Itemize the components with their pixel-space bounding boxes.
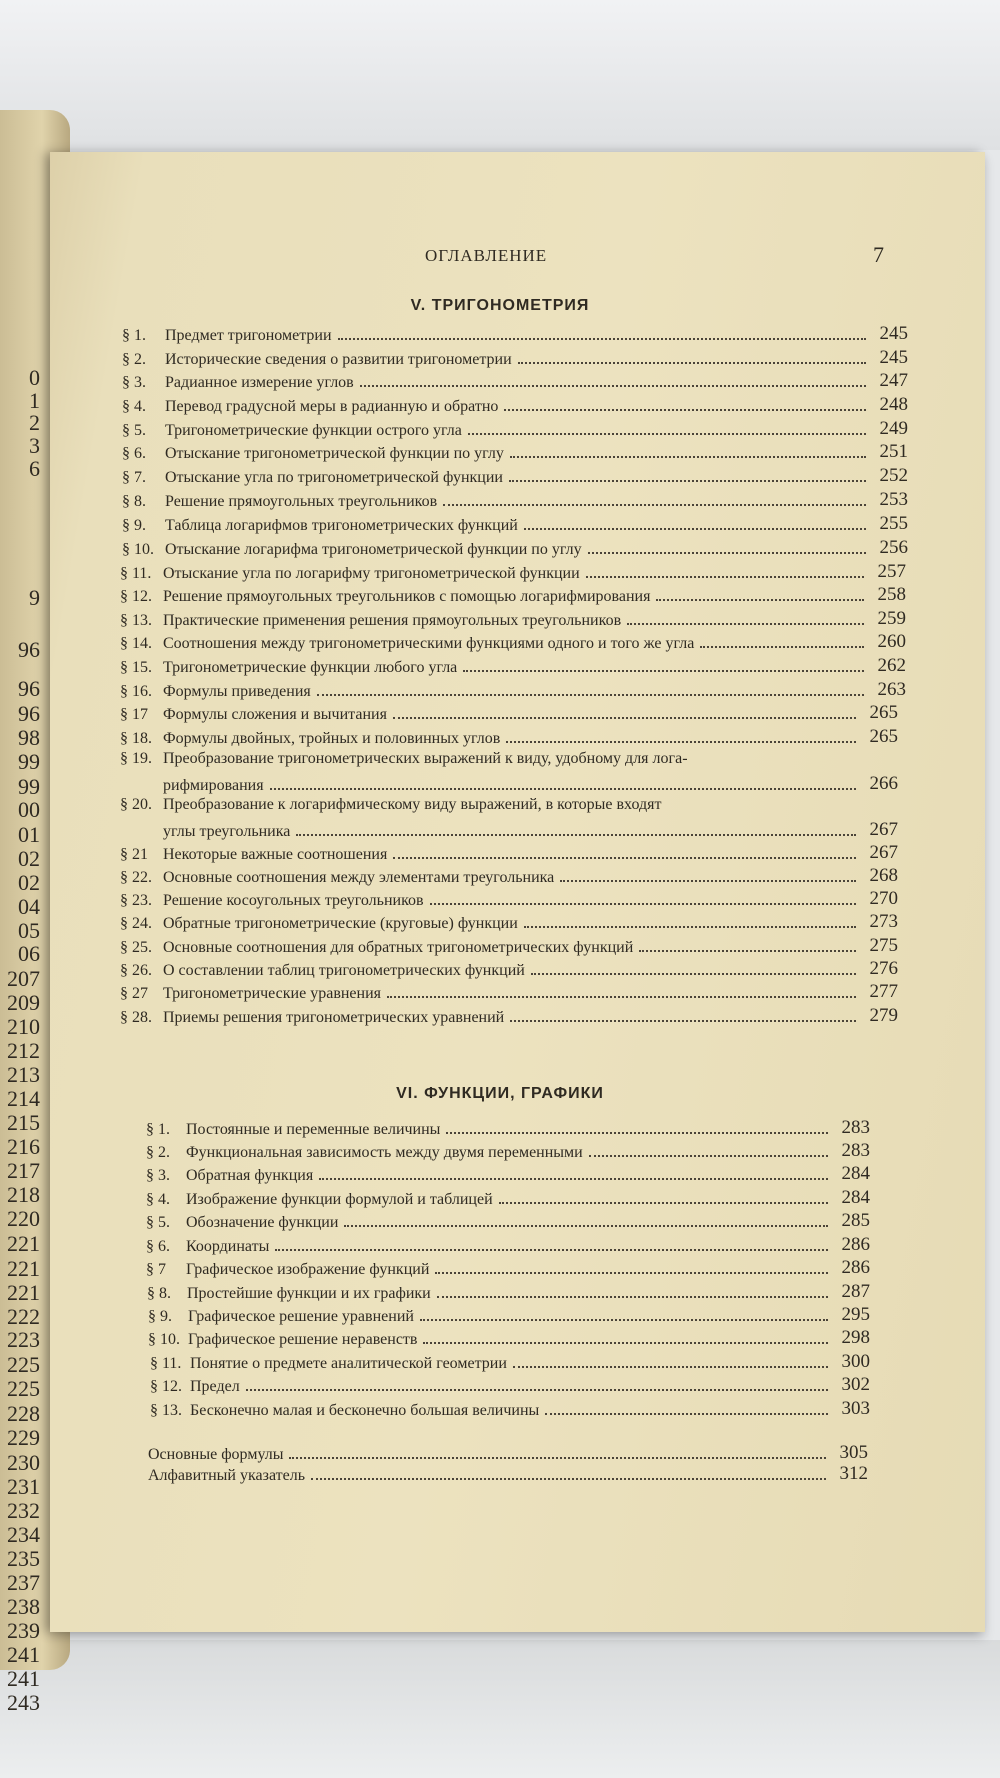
toc-entry-title: Основные соотношения между элементами треугольника (163, 869, 555, 886)
toc-entry-page: 266 (869, 773, 898, 794)
toc-entry-page: 263 (877, 679, 906, 700)
left-page-number: 207 (7, 966, 40, 991)
toc-entry-page: 286 (841, 1257, 870, 1278)
toc-entry (146, 1257, 870, 1279)
left-page-number: 213 (7, 1062, 40, 1087)
toc-entry-number: § 9. (148, 1308, 172, 1325)
toc-entry-number: § 21 (120, 846, 148, 863)
toc-entry-title: Отыскание тригонометрической функции по углу (165, 445, 504, 462)
toc-entry-title: Решение прямоугольных треугольников с помощью логарифмирования (163, 588, 651, 605)
toc-entry-number: § 20. (120, 796, 152, 813)
toc-entry (146, 1140, 870, 1162)
left-page-number: 238 (7, 1594, 40, 1619)
toc-entry-number: § 5. (122, 422, 146, 439)
left-page-number: 210 (7, 1014, 40, 1039)
left-page-number: 214 (7, 1086, 40, 1111)
section-title-functions: VI. ФУНКЦИИ, ГРАФИКИ (396, 1085, 604, 1102)
toc-entry-page: 265 (869, 726, 898, 747)
toc-entry-number: § 15. (120, 659, 152, 676)
dot-leader (319, 1178, 828, 1180)
dot-leader (545, 1413, 828, 1415)
toc-entry (146, 1187, 870, 1209)
toc-entry-page: 275 (869, 935, 898, 956)
toc-entry (150, 1374, 870, 1396)
toc-entry (122, 441, 908, 463)
left-page-number: 96 (18, 637, 40, 662)
toc-entry-page: 267 (869, 819, 898, 840)
dot-leader (586, 576, 864, 578)
toc-entry-title: Исторические сведения о развитии тригонометрии (165, 351, 512, 368)
toc-entry-title: Решение прямоугольных треугольников (165, 493, 438, 510)
toc-entry (120, 750, 898, 796)
left-page-number: 221 (7, 1280, 40, 1305)
toc-entry-page: 270 (869, 888, 898, 909)
toc-entry-title: Приемы решения тригонометрических уравнений (163, 1009, 505, 1026)
dot-leader (524, 926, 856, 928)
toc-entry-number: § 7 (146, 1261, 166, 1278)
toc-entry-number: § 9. (122, 517, 146, 534)
left-page-number: 241 (7, 1666, 40, 1691)
left-page-number: 99 (18, 749, 40, 774)
toc-entry-number: § 3. (146, 1167, 170, 1184)
toc-entry (122, 513, 908, 535)
toc-entry (122, 370, 908, 392)
toc-entry-number: § 13. (120, 612, 152, 629)
toc-entry-page: 252 (879, 465, 908, 486)
toc-entry (120, 935, 898, 957)
toc-entry-title-continued: углы треугольника (163, 823, 291, 840)
left-page-number: 215 (7, 1110, 40, 1135)
dot-leader (338, 338, 866, 340)
toc-entry-title: Формулы приведения (163, 683, 311, 700)
left-page-number: 230 (7, 1450, 40, 1475)
toc-entry (120, 958, 898, 980)
toc-entry-title: Графическое изображение функций (186, 1261, 430, 1278)
left-page-number: 98 (18, 725, 40, 750)
toc-entry-title: Координаты (186, 1238, 270, 1255)
left-page-number: 6 (29, 456, 40, 481)
toc-entry-title: Простейшие функции и их графики (187, 1285, 431, 1302)
dot-leader (531, 973, 856, 975)
toc-entry-number: § 23. (120, 892, 152, 909)
toc-entry-page: 248 (879, 394, 908, 415)
dot-leader (435, 1272, 828, 1274)
left-page-number: 96 (18, 701, 40, 726)
dot-leader (510, 1020, 856, 1022)
toc-entry-page: 276 (869, 958, 898, 979)
section-title-trigonometry: V. ТРИГОНОМЕТРИЯ (410, 297, 590, 314)
toc-entry (148, 1327, 870, 1349)
toc-entry-title: Предел (190, 1378, 240, 1395)
toc-entry-page: 283 (841, 1117, 870, 1138)
toc-entry-page: 285 (841, 1210, 870, 1231)
toc-entry-title: Таблица логарифмов тригонометрических функций (165, 517, 518, 534)
toc-entry (120, 981, 898, 1003)
toc-entry-number: § 10. (122, 541, 154, 558)
dot-leader (296, 834, 856, 836)
toc-entry-number: § 27 (120, 985, 148, 1002)
dot-leader (393, 717, 856, 719)
toc-entry-number: § 17 (120, 706, 148, 723)
page-header (0, 242, 1000, 276)
left-page-number: 232 (7, 1498, 40, 1523)
toc-entry-page: 277 (869, 981, 898, 1002)
toc-entry-number: § 12. (150, 1378, 182, 1395)
toc-entry-title: Формулы двойных, тройных и половинных углов (163, 730, 501, 747)
toc-entry-page: 256 (879, 537, 908, 558)
toc-entry (120, 1005, 898, 1027)
background-bottom (0, 1640, 1000, 1778)
toc-entry-page: 245 (879, 347, 908, 368)
toc-entry-page: 267 (869, 842, 898, 863)
left-page-number: 01 (18, 822, 40, 847)
toc-entry-number: § 24. (120, 915, 152, 932)
toc-entry-title: О составлении таблиц тригонометрических функций (163, 962, 525, 979)
left-page-number: 2 (29, 410, 40, 435)
left-page-number: 3 (29, 433, 40, 458)
toc-entry-page: 283 (841, 1140, 870, 1161)
dot-leader (443, 504, 866, 506)
left-page-number: 209 (7, 990, 40, 1015)
dot-leader (589, 1155, 828, 1157)
left-page-number: 96 (18, 676, 40, 701)
left-page-number: 220 (7, 1206, 40, 1231)
dot-leader (270, 788, 856, 790)
dot-leader (311, 1478, 826, 1480)
dot-leader (246, 1389, 828, 1391)
toc-entry-title: Графическое решение уравнений (188, 1308, 414, 1325)
toc-entry-number: § 6. (146, 1238, 170, 1255)
toc-entry-page: 255 (879, 513, 908, 534)
dot-leader (430, 903, 856, 905)
dot-leader (423, 1342, 828, 1344)
toc-entry-page: 287 (841, 1281, 870, 1302)
toc-entry-number: § 6. (122, 445, 146, 462)
left-page-number: 235 (7, 1546, 40, 1571)
toc-entry-number: § 4. (122, 398, 146, 415)
dot-leader (360, 385, 866, 387)
left-page-number: 02 (18, 846, 40, 871)
toc-entry-title: Тригонометрические функции острого угла (165, 422, 462, 439)
toc-entry-number: § 8. (147, 1285, 171, 1302)
toc-entry (122, 465, 908, 487)
left-page-number: 0 (29, 365, 40, 390)
left-page-number: 212 (7, 1038, 40, 1063)
left-page-number: 225 (7, 1376, 40, 1401)
toc-entry-title: Преобразование тригонометрических выражений к виду, удобному для лога- (163, 750, 688, 767)
dot-leader (639, 950, 856, 952)
toc-entry-page: 305 (839, 1442, 868, 1463)
toc-entry-page: 259 (877, 608, 906, 629)
toc-entry (122, 418, 908, 440)
toc-entry-title: Бесконечно малая и бесконечно большая величины (190, 1402, 540, 1419)
toc-entry-number: § 12. (120, 588, 152, 605)
toc-entry (120, 796, 898, 842)
toc-entry-page: 249 (879, 418, 908, 439)
dot-leader (393, 857, 856, 859)
toc-entry-title: Обратные тригонометрические (круговые) функции (163, 915, 518, 932)
left-page-number: 243 (7, 1690, 40, 1715)
toc-entry-number: § 13. (150, 1402, 182, 1419)
toc-entry (120, 888, 898, 910)
toc-entry-page: 273 (869, 911, 898, 932)
dot-leader (317, 694, 864, 696)
left-page-number: 237 (7, 1570, 40, 1595)
left-page-number: 02 (18, 870, 40, 895)
toc-entry (120, 679, 906, 701)
left-page-number: 217 (7, 1158, 40, 1183)
toc-entry-title: Графическое решение неравенств (188, 1331, 418, 1348)
toc-entry-title: Практические применения решения прямоугольных треугольников (163, 612, 622, 629)
toc-entry-page: 286 (841, 1234, 870, 1255)
toc-entry-title: Основные формулы (148, 1446, 284, 1463)
toc-entry-title: Отыскание логарифма тригонометрической функции по углу (165, 541, 582, 558)
toc-entry (120, 608, 906, 630)
toc-entry-page: 284 (841, 1163, 870, 1184)
dot-leader (344, 1225, 828, 1227)
toc-entry (120, 842, 898, 864)
toc-entry-title: Изображение функции формулой и таблицей (186, 1191, 493, 1208)
toc-entry-page: 302 (841, 1374, 870, 1395)
left-page-number: 223 (7, 1327, 40, 1352)
toc-entry-number: § 3. (122, 374, 146, 391)
toc-entry (120, 911, 898, 933)
toc-entry-title: Функциональная зависимость между двумя переменными (186, 1144, 583, 1161)
toc-entry-title: Преобразование к логарифмическому виду выражений, в которые входят (163, 796, 662, 813)
toc-entry-number: § 26. (120, 962, 152, 979)
toc-entry (122, 347, 908, 369)
toc-entry-page: 251 (879, 441, 908, 462)
toc-entry-title: Предмет тригонометрии (165, 327, 332, 344)
toc-entry-title: Постоянные и переменные величины (186, 1121, 441, 1138)
left-page-number: 231 (7, 1474, 40, 1499)
left-page-number: 218 (7, 1182, 40, 1207)
left-page-number: 225 (7, 1352, 40, 1377)
toc-entry-page: 279 (869, 1005, 898, 1026)
dot-leader (387, 996, 856, 998)
toc-entry-number: § 14. (120, 635, 152, 652)
toc-entry (122, 489, 908, 511)
toc-entry-title: Алфавитный указатель (148, 1467, 306, 1484)
toc-entry-title: Тригонометрические уравнения (163, 985, 382, 1002)
left-page-number: 05 (18, 918, 40, 943)
toc-entry-page: 258 (877, 584, 906, 605)
toc-entry-page: 262 (877, 655, 906, 676)
dot-leader (656, 599, 864, 601)
left-page-number: 9 (29, 585, 40, 610)
left-page-number: 241 (7, 1642, 40, 1667)
dot-leader (588, 552, 866, 554)
left-page-number: 99 (18, 774, 40, 799)
toc-entry-number: § 1. (146, 1121, 170, 1138)
dot-leader (700, 646, 864, 648)
dot-leader (275, 1249, 828, 1251)
toc-entry-number: § 25. (120, 939, 152, 956)
toc-entry-page: 257 (877, 561, 906, 582)
toc-entry-title: Перевод градусной меры в радианную и обратно (165, 398, 499, 415)
toc-entry (120, 584, 906, 606)
left-page-number: 222 (7, 1304, 40, 1329)
dot-leader (513, 1366, 828, 1368)
toc-entry-title: Некоторые важные соотношения (163, 846, 388, 863)
toc-entry (146, 1117, 870, 1139)
dot-leader (510, 456, 866, 458)
toc-entry (146, 1234, 870, 1256)
toc-entry-title: Тригонометрические функции любого угла (163, 659, 458, 676)
dot-leader (524, 528, 866, 530)
dot-leader (463, 670, 864, 672)
dot-leader (509, 480, 866, 482)
toc-entry (122, 537, 908, 559)
toc-entry (120, 702, 898, 724)
toc-entry (146, 1163, 870, 1185)
toc-entry (147, 1281, 870, 1303)
toc-entry-number: § 18. (120, 730, 152, 747)
left-page-number: 216 (7, 1134, 40, 1159)
left-page-number: 234 (7, 1522, 40, 1547)
toc-entry (148, 1442, 868, 1464)
dot-leader (518, 362, 866, 364)
dot-leader (446, 1132, 828, 1134)
toc-entry (120, 561, 906, 583)
toc-entry (120, 726, 898, 748)
toc-entry-page: 284 (841, 1187, 870, 1208)
toc-entry-title: Понятие о предмете аналитической геометрии (190, 1355, 507, 1372)
toc-entry (146, 1210, 870, 1232)
dot-leader (289, 1457, 826, 1459)
toc-entry-page: 265 (869, 702, 898, 723)
dot-leader (468, 433, 866, 435)
page-number: 7 (873, 242, 884, 267)
left-page-number: 229 (7, 1425, 40, 1450)
left-page-number: 221 (7, 1256, 40, 1281)
running-title: ОГЛАВЛЕНИЕ (425, 246, 548, 265)
toc-entry-page: 268 (869, 865, 898, 886)
dot-leader (627, 623, 864, 625)
dot-leader (504, 409, 866, 411)
toc-entry (150, 1351, 870, 1373)
left-page-number: 04 (18, 894, 40, 919)
dot-leader (420, 1319, 828, 1321)
toc-entry-number: § 2. (122, 351, 146, 368)
toc-entry-title: Отыскание угла по логарифму тригонометрической функции (163, 565, 580, 582)
toc-entry-title: Соотношения между тригонометрическими функциями одного и того же угла (163, 635, 695, 652)
toc-entry-page: 260 (877, 631, 906, 652)
toc-entry-title: Обозначение функции (186, 1214, 339, 1231)
toc-entry-number: § 10. (148, 1331, 180, 1348)
toc-entry-page: 298 (841, 1327, 870, 1348)
left-page-number: 00 (18, 797, 40, 822)
toc-entry-page: 312 (839, 1463, 868, 1484)
toc-entry (120, 631, 906, 653)
left-page-number: 06 (18, 941, 40, 966)
toc-entry-number: § 11. (150, 1355, 182, 1372)
toc-entry (120, 865, 898, 887)
toc-entry-number: § 1. (122, 327, 146, 344)
toc-entry-page: 245 (879, 323, 908, 344)
toc-entry-title: Формулы сложения и вычитания (163, 706, 387, 723)
toc-entry-number: § 22. (120, 869, 152, 886)
toc-entry-title: Решение косоугольных треугольников (163, 892, 424, 909)
toc-entry (122, 394, 908, 416)
toc-entry-number: § 19. (120, 750, 152, 767)
toc-entry-page: 253 (879, 489, 908, 510)
toc-entry-number: § 28. (120, 1009, 152, 1026)
background-top (0, 0, 1000, 150)
left-page-number: 228 (7, 1401, 40, 1426)
toc-entry-page: 303 (841, 1398, 870, 1419)
toc-entry-number: § 7. (122, 469, 146, 486)
toc-entry-number: § 11. (120, 565, 152, 582)
toc-entry-title: Отыскание угла по тригонометрической функции (165, 469, 503, 486)
toc-entry-title: Основные соотношения для обратных тригонометрических функций (163, 939, 634, 956)
toc-entry-number: § 2. (146, 1144, 170, 1161)
left-page-number: 239 (7, 1618, 40, 1643)
toc-entry-number: § 4. (146, 1191, 170, 1208)
toc-entry (120, 655, 906, 677)
toc-entry (148, 1463, 868, 1485)
toc-entry (148, 1304, 870, 1326)
toc-entry-number: § 16. (120, 683, 152, 700)
toc-entry-page: 247 (879, 370, 908, 391)
dot-leader (506, 741, 856, 743)
toc-entry-number: § 8. (122, 493, 146, 510)
toc-entry-page: 295 (841, 1304, 870, 1325)
toc-entry (150, 1398, 870, 1420)
toc-entry-number: § 5. (146, 1214, 170, 1231)
dot-leader (560, 880, 856, 882)
toc-entry-page: 300 (841, 1351, 870, 1372)
dot-leader (499, 1202, 828, 1204)
left-page-number: 1 (29, 388, 40, 413)
toc-entry-title-continued: рифмирования (163, 777, 264, 794)
left-page-number: 221 (7, 1231, 40, 1256)
toc-entry-title: Радианное измерение углов (165, 374, 354, 391)
toc-entry-title: Обратная функция (186, 1167, 314, 1184)
dot-leader (437, 1296, 828, 1298)
toc-entry (122, 323, 908, 345)
